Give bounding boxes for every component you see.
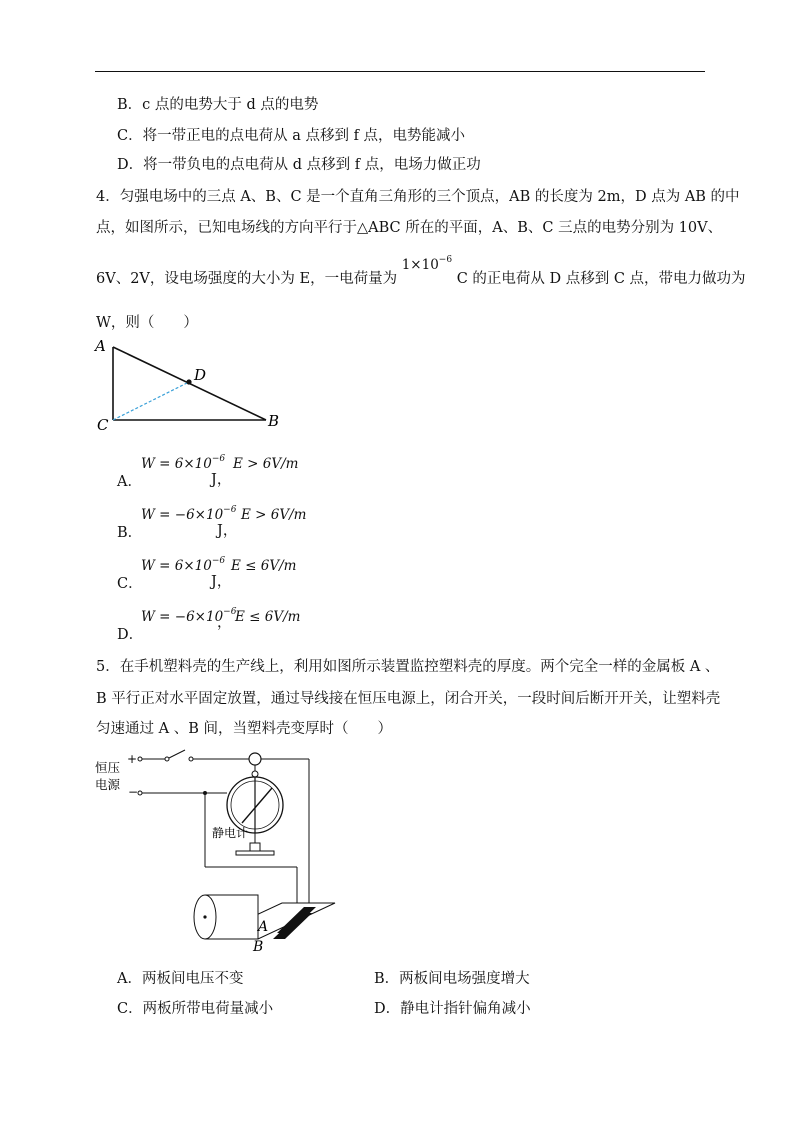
option-prefix: D． bbox=[117, 627, 144, 643]
option-work-value: W = 6×10 bbox=[141, 456, 212, 472]
q4-option-d bbox=[117, 607, 417, 643]
q4-option-a bbox=[117, 454, 417, 490]
option-text: 两板所带电荷量减小 bbox=[142, 1001, 274, 1017]
option-unit: J， bbox=[211, 574, 232, 590]
option-text: c 点的电势大于 d 点的电势 bbox=[142, 97, 319, 113]
label-d: D bbox=[194, 366, 207, 384]
roll-axle bbox=[203, 915, 206, 918]
option-text: 静电计指针偏角减小 bbox=[400, 1001, 531, 1017]
option-field: E ≤ 6V/m bbox=[235, 609, 301, 625]
option-unit: ， bbox=[217, 615, 232, 631]
electrometer-base bbox=[236, 851, 274, 855]
q4-option-b bbox=[117, 505, 417, 541]
option-work-value: W = −6×10 bbox=[141, 609, 224, 625]
option-prefix: C． bbox=[117, 128, 143, 144]
q4-charge bbox=[402, 257, 452, 273]
label-a: A bbox=[95, 337, 106, 355]
switch-blade bbox=[169, 750, 185, 758]
q5-option-b bbox=[374, 972, 530, 987]
q3-option-c bbox=[117, 129, 465, 144]
q4-option-c bbox=[117, 556, 417, 592]
q4-charge-mantissa: 1×10 bbox=[401, 257, 439, 273]
source-label-line2: 电源 bbox=[95, 777, 121, 792]
option-field: E > 6V/m bbox=[233, 456, 299, 472]
option-prefix: A． bbox=[117, 971, 142, 987]
label-b: B bbox=[268, 412, 280, 430]
source-label-line1: 恒压 bbox=[95, 760, 121, 775]
q5-option-c bbox=[117, 1002, 273, 1017]
option-unit: J， bbox=[217, 523, 238, 539]
electrometer-knob bbox=[249, 753, 261, 765]
positive-terminal bbox=[138, 757, 142, 761]
option-text: 将一带正电的点电荷从 a 点移到 f 点，电势能减小 bbox=[142, 128, 466, 144]
header-rule bbox=[95, 71, 705, 72]
option-prefix: B． bbox=[117, 97, 143, 113]
option-work-exp: −6 bbox=[223, 607, 237, 617]
option-field: E > 6V/m bbox=[241, 507, 307, 523]
option-prefix: B． bbox=[117, 525, 143, 541]
q5-option-a bbox=[117, 972, 243, 987]
option-text: 将一带负电的点电荷从 d 点移到 f 点，电场力做正功 bbox=[143, 157, 481, 173]
option-prefix: D． bbox=[374, 1001, 401, 1017]
q4-stem-line2: 点，如图所示，已知电场线的方向平行于△ABC 所在的平面，A、B、C 三点的电势分别为 10V、 bbox=[96, 220, 723, 236]
q5-stem-line3: 匀速通过 A 、B 间，当塑料壳变厚时（ ） bbox=[96, 721, 392, 737]
option-text: 两板间电场强度增大 bbox=[399, 971, 530, 987]
option-unit: J， bbox=[211, 472, 232, 488]
plus-sign: + bbox=[127, 752, 138, 766]
electrometer-label: 静电计 bbox=[212, 826, 249, 840]
point-d bbox=[186, 379, 191, 384]
q3-option-b bbox=[117, 98, 318, 113]
q4-line3-post: C 的正电荷从 D 点移到 C 点，带电力做功为 bbox=[456, 271, 746, 287]
segment-cd bbox=[113, 382, 189, 420]
q4-charge-exp: −6 bbox=[438, 255, 453, 265]
q3-option-d bbox=[117, 158, 481, 173]
option-work-exp: −6 bbox=[211, 454, 226, 464]
minus-sign: − bbox=[128, 785, 139, 799]
q5-stem-line2: B 平行正对水平固定放置，通过导线接在恒压电源上，闭合开关，一段时间后断开开关，让塑料壳 bbox=[96, 691, 721, 707]
plate-a-label: A bbox=[258, 919, 269, 935]
option-prefix: A． bbox=[117, 474, 142, 490]
option-prefix: B． bbox=[374, 971, 400, 987]
option-work-exp: −6 bbox=[211, 556, 226, 566]
negative-terminal bbox=[138, 791, 142, 795]
electrometer-post bbox=[250, 843, 260, 851]
option-field: E ≤ 6V/m bbox=[231, 558, 297, 574]
label-c: C bbox=[97, 416, 109, 434]
q4-line3-pre: 6V、2V，设电场强度的大小为 E，一电荷量为 bbox=[96, 271, 398, 287]
switch-contact bbox=[189, 757, 193, 761]
option-prefix: C． bbox=[117, 576, 143, 592]
option-prefix: C． bbox=[117, 1001, 143, 1017]
q5-stem-line1: 5．在手机塑料壳的生产线上，利用如图所示装置监控塑料壳的厚度。两个完全一样的金属板 A 、 bbox=[96, 659, 720, 675]
option-work-value: W = 6×10 bbox=[141, 558, 212, 574]
q4-stem-line4: W，则（ ） bbox=[96, 315, 198, 331]
plate-b-label: B bbox=[253, 939, 264, 955]
switch-pivot bbox=[165, 757, 169, 761]
option-prefix: D． bbox=[117, 157, 144, 173]
q5-circuit-figure bbox=[90, 745, 350, 955]
q4-triangle-figure bbox=[90, 335, 290, 435]
option-text: 两板间电压不变 bbox=[141, 971, 244, 987]
electrometer-joint bbox=[252, 771, 258, 777]
q5-option-d bbox=[374, 1002, 531, 1017]
option-work-exp: −6 bbox=[223, 505, 237, 515]
option-work-value: W = −6×10 bbox=[141, 507, 224, 523]
q4-stem-line1: 4．匀强电场中的三点 A、B、C 是一个直角三角形的三个顶点，AB 的长度为 2m，D 点为 AB 的中 bbox=[96, 189, 740, 205]
